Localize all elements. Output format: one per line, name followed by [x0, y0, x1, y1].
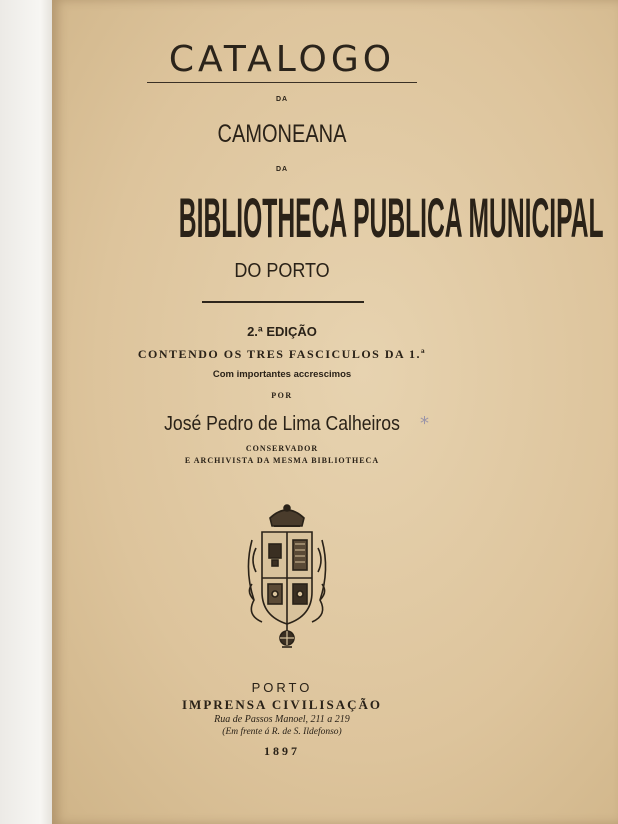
- imprint-year: 1897: [264, 744, 300, 758]
- author-role-2: E ARCHIVISTA DA MESMA BIBLIOTHECA: [184, 456, 380, 465]
- catalogo-title: CATALOGO: [147, 38, 417, 83]
- contents-note: CONTENDO OS TRES FASCICULOS DA 1.ª: [137, 347, 427, 361]
- by-label: POR: [271, 391, 293, 400]
- camoneana-heading: CAMONEANA: [217, 120, 347, 148]
- imprint-city: PORTO: [251, 680, 313, 695]
- page-margin: [0, 0, 58, 824]
- connector-da-1: DA: [275, 96, 289, 103]
- title-page: [52, 0, 618, 824]
- author-role-1: CONSERVADOR: [245, 444, 319, 453]
- porto-coat-of-arms-icon: [242, 500, 332, 650]
- asterisk-mark: *: [420, 413, 429, 434]
- imprint-note: (Em frente á R. de S. Ildefonso): [222, 727, 342, 737]
- divider-rule: [202, 301, 364, 303]
- imprint-street: Rua de Passos Manoel, 211 a 219: [214, 714, 350, 725]
- author-name: José Pedro de Lima Calheiros: [164, 413, 400, 435]
- do-porto-heading: DO PORTO: [234, 260, 330, 282]
- bibliotheca-heading: BIBLIOTHECA PUBLICA MUNICIPAL: [178, 186, 604, 249]
- connector-da-2: DA: [275, 166, 289, 173]
- edition-label: 2.ª EDIÇÃO: [247, 324, 317, 339]
- additions-note: Com importantes accrescimos: [212, 369, 352, 380]
- imprint-press: IMPRENSA CIVILISAÇÃO: [182, 697, 382, 712]
